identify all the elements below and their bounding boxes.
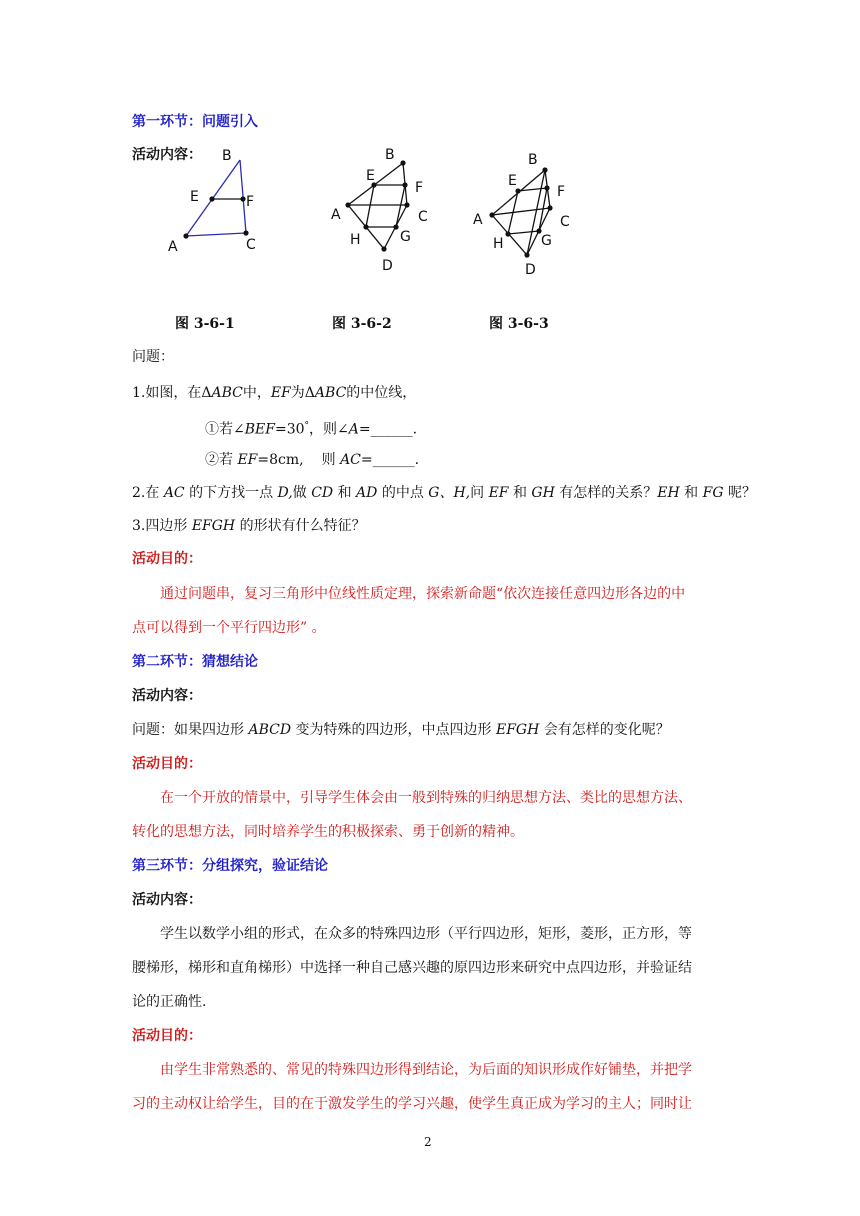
label-b: B [385,147,395,163]
question-1: 1.如图，在ΔABC中，EF为ΔABC的中位线， [132,385,417,401]
question-1b: ②若 EF=8cm, 则 AC=______. [205,452,420,468]
label-f: F [246,194,255,210]
section2-question: 问题：如果四边形 ABCD 变为特殊的四边形，中点四边形 EFGH 会有怎样的变化呢？ [132,722,670,738]
label-c: C [560,214,570,230]
caption-fig-3-6-3: 图 3-6-3 [489,316,549,332]
label-g: G [400,229,411,245]
section2-purpose-line-2: 转化的思想方法，同时培养学生的积极探索、勇于创新的精神。 [132,824,524,840]
label-d: D [382,258,393,274]
section2-title: 第二环节：猜想结论 [132,654,258,670]
point-e [209,196,214,201]
section1-title: 第一环节：问题引入 [132,114,258,130]
label-e: E [508,173,517,189]
section3-title: 第三环节：分组探究，验证结论 [132,858,328,874]
figure-3-6-2 [326,140,446,280]
section3-purpose-line-2: 习的主动权让给学生，目的在于激发学生的学习兴趣，使学生真正成为学习的主人；同时让 [132,1096,692,1112]
label-c: C [418,209,428,225]
section3-content-line-3: 论的正确性. [132,994,207,1010]
question-2: 2.在 AC 的下方找一点 D,做 CD 和 AD 的中点 G、H,问 EF 和 GH 有怎样的关系？EH 和 FG 呢？ [132,485,756,501]
caption-fig-3-6-2: 图 3-6-2 [332,316,392,332]
label-e: E [366,168,375,184]
question-1a: ①若∠BEF=30°，则∠A=______. [205,421,418,438]
section2-activity-content-label: 活动内容： [132,688,202,704]
caption-fig-3-6-1: 图 3-6-1 [175,316,235,332]
point-c [243,230,248,235]
section1-activity-content-label: 活动内容： [132,147,202,163]
label-a: A [331,207,341,223]
section3-purpose-line-1: 由学生非常熟悉的、常见的特殊四边形得到结论，为后面的知识形成作好铺垫，并把学 [160,1062,692,1078]
section2-purpose-label: 活动目的： [132,756,202,772]
section3-content-line-2: 腰梯形，梯形和直角梯形）中选择一种自己感兴趣的原四边形来研究中点四边形，并验证结 [132,960,692,976]
section2-purpose-line-1: 在一个开放的情景中，引导学生体会由一般到特殊的归纳思想方法、类比的思想方法、 [160,790,692,806]
label-g: G [541,233,552,249]
label-f: F [557,184,566,200]
section1-purpose-line-2: 点可以得到一个平行四边形” 。 [132,620,326,636]
label-h: H [493,236,504,252]
page-number: 2 [424,1135,432,1149]
figure-3-6-1 [160,140,280,260]
section1-purpose-label: 活动目的： [132,551,202,567]
label-b: B [222,148,232,164]
questions-label: 问题： [132,349,174,365]
point-f [240,196,245,201]
label-b: B [528,152,538,168]
section3-activity-content-label: 活动内容： [132,892,202,908]
section3-purpose-label: 活动目的： [132,1028,202,1044]
label-h: H [350,232,361,248]
label-d: D [525,262,536,278]
label-a: A [168,239,178,255]
label-f: F [415,180,424,196]
point-a [183,233,188,238]
question-3: 3.四边形 EFGH 的形状有什么特征？ [132,518,366,534]
section1-purpose-line-1: 通过问题串，复习三角形中位线性质定理，探索新命题“依次连接任意四边形各边的中 [160,586,686,602]
section3-content-line-1: 学生以数学小组的形式，在众多的特殊四边形（平行四边形，矩形，菱形，正方形，等 [160,926,692,942]
label-a: A [473,212,483,228]
label-c: C [246,237,256,253]
figure-3-6-3 [470,145,590,285]
label-e: E [190,189,199,205]
